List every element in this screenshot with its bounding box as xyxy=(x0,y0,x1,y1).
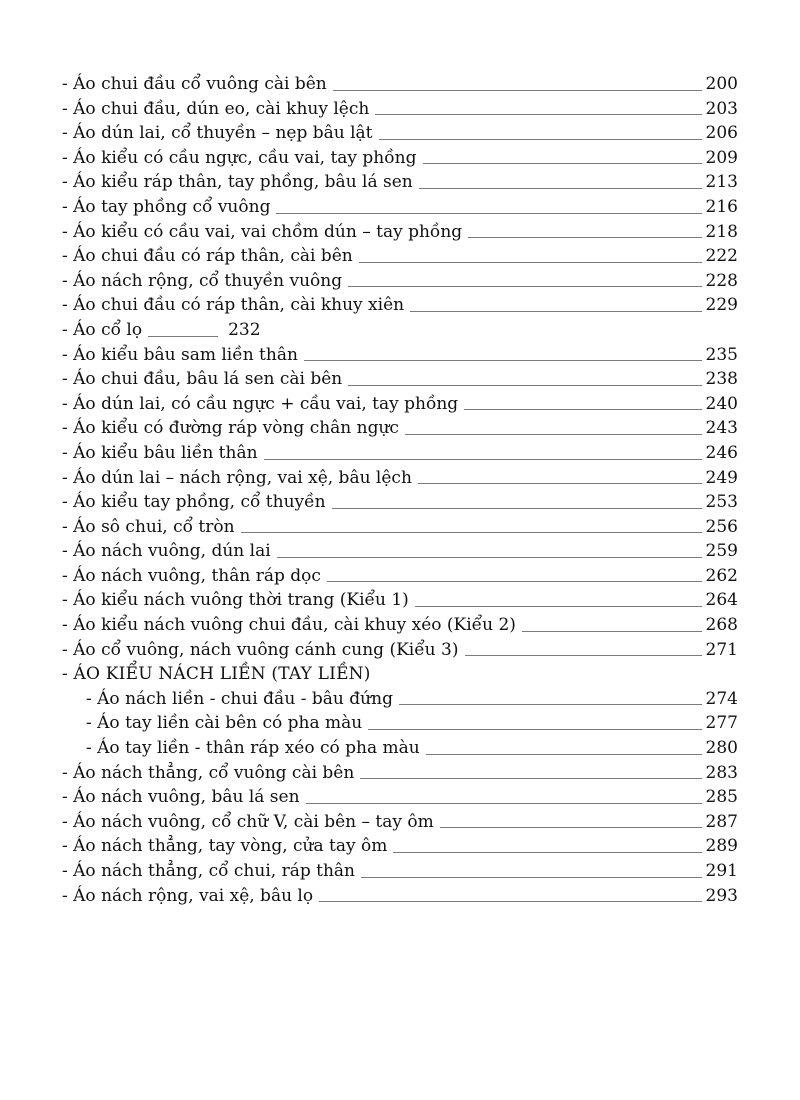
dot-leader xyxy=(522,631,702,632)
toc-entry-page: 240 xyxy=(705,393,738,414)
toc-entry xyxy=(62,146,738,171)
toc-entry-title: - Áo kiểu ráp thân, tay phồng, bâu lá sen xyxy=(62,172,413,193)
toc-entry-page: 232 xyxy=(228,319,261,340)
toc-entry-page: 222 xyxy=(705,246,738,267)
toc-entry-title: - Áo kiểu có cầu ngực, cầu vai, tay phồng xyxy=(62,147,417,168)
toc-entry xyxy=(62,343,738,368)
toc-entry-title: - Áo dún lai, cổ thuyền – nẹp bâu lật xyxy=(62,123,373,144)
toc-entry-page: 209 xyxy=(705,147,738,168)
dot-leader xyxy=(440,827,702,828)
toc-entry-page: 289 xyxy=(705,836,738,857)
toc-entry-title: - Áo kiểu nách vuông chui đầu, cài khuy xéo (Kiểu 2) xyxy=(62,615,516,636)
dot-leader xyxy=(148,336,218,337)
toc-entry-title: - Áo kiểu có đường ráp vòng chân ngực xyxy=(62,418,399,439)
toc-entry xyxy=(62,367,738,392)
toc-entry-page: 228 xyxy=(705,270,738,291)
toc-entry xyxy=(62,884,738,909)
toc-entry-page: 200 xyxy=(705,74,738,94)
dot-leader xyxy=(418,483,702,484)
toc-entry-title: - Áo tay liền cài bên có pha màu xyxy=(86,713,363,734)
toc-entry xyxy=(62,810,738,835)
dot-leader xyxy=(464,409,701,410)
dot-leader xyxy=(465,655,702,656)
toc-subentry xyxy=(62,736,738,761)
dot-leader xyxy=(264,459,702,460)
dot-leader xyxy=(348,385,701,386)
toc-entry-title: - Áo tay phồng cổ vuông xyxy=(62,196,271,217)
toc-entry xyxy=(62,761,738,786)
dot-leader xyxy=(368,729,701,730)
dot-leader xyxy=(468,237,701,238)
dot-leader xyxy=(348,286,701,287)
toc-entry-title: - Áo kiểu bâu liền thân xyxy=(62,442,258,463)
toc-entry-page: 246 xyxy=(705,442,738,463)
dot-leader xyxy=(399,704,702,705)
toc-entry-page: 264 xyxy=(705,590,738,611)
toc-section-title: - ÁO KIỂU NÁCH LIỀN (TAY LIỀN) xyxy=(62,664,371,685)
toc-entry xyxy=(62,515,738,540)
toc-entry-title: - Áo nách vuông, dún lai xyxy=(62,541,271,562)
dot-leader xyxy=(410,311,701,312)
toc-entry-page: 293 xyxy=(705,885,738,906)
toc-entry-page: 285 xyxy=(705,787,738,808)
toc-entry-title: - Áo nách liền - chui đầu - bâu đứng xyxy=(86,688,393,709)
dot-leader xyxy=(277,557,702,558)
toc-entry-title: - Áo tay liền - thân ráp xéo có pha màu xyxy=(86,738,420,759)
toc-entry-page: 206 xyxy=(705,123,738,144)
toc-entry xyxy=(62,785,738,810)
toc-entry-title: - Áo cổ lọ xyxy=(62,319,143,340)
toc-entry xyxy=(62,539,738,564)
toc-entry-page: 238 xyxy=(705,369,738,390)
toc-entry-title: - Áo nách thẳng, tay vòng, cửa tay ôm xyxy=(62,836,388,857)
toc-entry xyxy=(62,220,738,245)
toc-entry-page: 274 xyxy=(705,688,738,709)
toc-entry-page: 213 xyxy=(705,172,738,193)
toc-subentry xyxy=(62,687,738,712)
dot-leader xyxy=(379,139,702,140)
toc-entry xyxy=(62,834,738,859)
toc-entry xyxy=(62,638,738,663)
dot-leader xyxy=(333,90,702,91)
toc-entry-page: 243 xyxy=(705,418,738,439)
dot-leader xyxy=(361,877,702,878)
dot-leader xyxy=(276,213,701,214)
toc-entry-page: 277 xyxy=(705,713,738,734)
toc-entry-page: 287 xyxy=(705,811,738,832)
toc-entry xyxy=(62,392,738,417)
toc-entry xyxy=(62,318,738,343)
toc-entry-title: - Áo dún lai – nách rộng, vai xệ, bâu lệch xyxy=(62,467,412,488)
toc-entry-title: - Áo nách rộng, cổ thuyền vuông xyxy=(62,270,343,291)
dot-leader xyxy=(415,606,702,607)
toc-entry-page: 216 xyxy=(705,196,738,217)
table-of-contents xyxy=(62,72,738,908)
dot-leader xyxy=(306,803,702,804)
toc-entry-page: 249 xyxy=(705,467,738,488)
toc-entry xyxy=(62,244,738,269)
toc-entry xyxy=(62,293,738,318)
toc-entry xyxy=(62,588,738,613)
toc-entry-title: - Áo nách vuông, cổ chữ V, cài bên – tay ôm xyxy=(62,811,434,832)
toc-entry-title: - Áo kiểu bâu sam liền thân xyxy=(62,344,298,365)
dot-leader xyxy=(360,778,701,779)
toc-entry-page: 253 xyxy=(705,492,738,513)
toc-entry xyxy=(62,613,738,638)
toc-entry-title: - Áo sô chui, cổ tròn xyxy=(62,516,235,537)
toc-entry-page: 283 xyxy=(705,762,738,783)
toc-entry-page: 203 xyxy=(705,98,738,119)
toc-entry-page: 259 xyxy=(705,541,738,562)
dot-leader xyxy=(426,754,702,755)
toc-entry-page: 218 xyxy=(705,221,738,242)
dot-leader xyxy=(327,581,702,582)
toc-entry-title: - Áo dún lai, có cầu ngực + cầu vai, tay phồng xyxy=(62,393,459,414)
dot-leader xyxy=(319,901,701,902)
toc-entry xyxy=(62,859,738,884)
toc-entry-title: - Áo chui đầu có ráp thân, cài bên xyxy=(62,246,353,267)
toc-entry xyxy=(62,121,738,146)
toc-entry xyxy=(62,564,738,589)
toc-entry-page: 291 xyxy=(705,861,738,881)
toc-entry-title: - Áo cổ vuông, nách vuông cánh cung (Kiểu 3) xyxy=(62,639,459,660)
toc-entry-title: - Áo chui đầu, dún eo, cài khuy lệch xyxy=(62,98,370,119)
toc-entry-title: - Áo kiểu nách vuông thời trang (Kiểu 1) xyxy=(62,590,409,611)
dot-leader xyxy=(393,852,701,853)
toc-entry-page: 280 xyxy=(705,738,738,759)
toc-entry xyxy=(62,441,738,466)
dot-leader xyxy=(332,508,702,509)
toc-entry xyxy=(62,269,738,294)
toc-entry-title: - Áo chui đầu, bâu lá sen cài bên xyxy=(62,369,343,390)
toc-entry xyxy=(62,195,738,220)
toc-entry-page: 271 xyxy=(705,639,738,660)
toc-entry-page: 256 xyxy=(705,516,738,537)
toc-entry-title: - Áo nách thẳng, cổ chui, ráp thân xyxy=(62,861,355,881)
toc-entry xyxy=(62,466,738,491)
toc-entry-title: - Áo kiểu có cầu vai, vai chồm dún – tay phồng xyxy=(62,221,463,242)
toc-entry-page: 235 xyxy=(705,344,738,365)
toc-entry-title: - Áo chui đầu có ráp thân, cài khuy xiên xyxy=(62,295,405,316)
toc-entry-title: - Áo nách vuông, thân ráp dọc xyxy=(62,565,321,586)
toc-entry xyxy=(62,490,738,515)
dot-leader xyxy=(304,360,702,361)
dot-leader xyxy=(241,532,702,533)
toc-entry-page: 268 xyxy=(705,615,738,636)
dot-leader xyxy=(423,163,702,164)
toc-entry-title: - Áo nách thẳng, cổ vuông cài bên xyxy=(62,762,355,783)
dot-leader xyxy=(359,262,702,263)
dot-leader xyxy=(405,434,702,435)
toc-entry-title: - Áo chui đầu cổ vuông cài bên xyxy=(62,74,327,94)
toc-subentry xyxy=(62,711,738,736)
toc-entry xyxy=(62,416,738,441)
toc-entry xyxy=(62,170,738,195)
dot-leader xyxy=(419,188,702,189)
toc-entry xyxy=(62,72,738,97)
toc-section-heading xyxy=(62,662,738,687)
toc-entry-page: 229 xyxy=(705,295,738,316)
toc-entry-title: - Áo nách rộng, vai xệ, bâu lọ xyxy=(62,885,314,906)
toc-entry xyxy=(62,97,738,122)
toc-entry-title: - Áo kiểu tay phồng, cổ thuyền xyxy=(62,492,326,513)
dot-leader xyxy=(375,114,701,115)
toc-entry-page: 262 xyxy=(705,565,738,586)
toc-entry-title: - Áo nách vuông, bâu lá sen xyxy=(62,787,300,808)
